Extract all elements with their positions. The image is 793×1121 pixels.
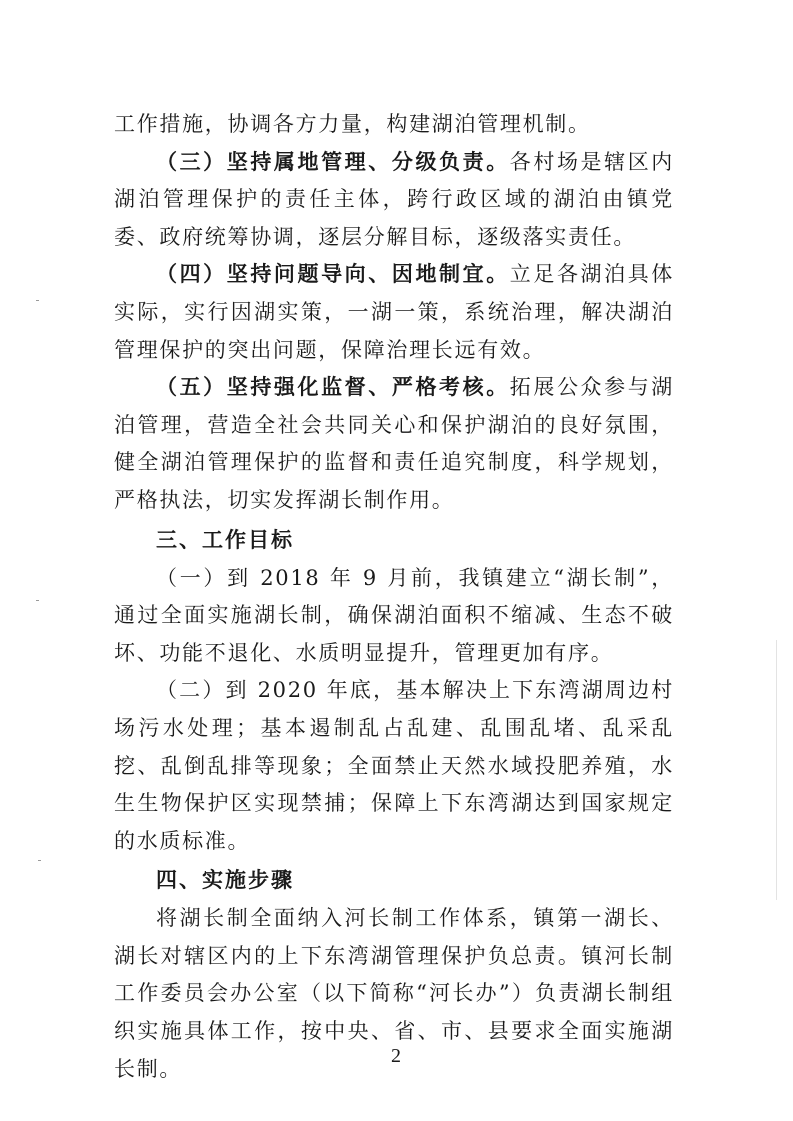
section-heading-goals: 三、工作目标 xyxy=(156,527,294,552)
scan-mark xyxy=(36,600,39,601)
page-number: 2 xyxy=(391,1045,401,1067)
paragraph-principle-4 xyxy=(114,256,674,369)
scan-edge-line xyxy=(776,640,777,900)
paragraph-goal-1: （一）到 2018 年 9 月前，我镇建立“湖长制”，通过全面实施湖长制，确保湖泊面积不缩减、生态不破坏、功能不退化、水质明显提升，管理更加有序。 xyxy=(114,565,674,665)
section-heading-steps: 四、实施步骤 xyxy=(156,868,294,893)
principle-heading: （五）坚持强化监督、严格考核。 xyxy=(156,375,510,400)
paragraph-text: 各村场是辖区内湖泊管理保护的责任主体，跨行政区域的湖泊由镇党委、政府统筹协调，逐层分解目标，逐级落实责任。 xyxy=(114,149,674,249)
paragraph-goal-2: （二）到 2020 年底，基本解决上下东湾湖周边村场污水处理；基本遏制乱占乱建、乱围乱堵、乱采乱挖、乱倒乱排等现象；全面禁止天然水域投肥养殖，水生生物保护区实现禁捕；保障上下东湾湖达到国家规定的水质标准。 xyxy=(114,678,674,853)
paragraph-text: 拓展公众参与湖泊管理，营造全社会共同关心和保护湖泊的良好氛围，健全湖泊管理保护的监督和责任追究制度，科学规划，严格执法，切实发挥湖长制作用。 xyxy=(114,375,674,512)
paragraph-text: 立足各湖泊具体实际，实行因湖实策，一湖一策，系统治理，解决湖泊管理保护的突出问题，保障治理长远有效。 xyxy=(114,262,674,362)
principle-heading: （四）坚持问题导向、因地制宜。 xyxy=(156,262,510,287)
document-body xyxy=(114,106,674,1088)
paragraph-principle-3 xyxy=(114,144,674,257)
paragraph-steps: 将湖长制全面纳入河长制工作体系，镇第一湖长、湖长对辖区内的上下东湾湖管理保护负总责。镇河长制工作委员会办公室（以下简称“河长办”）负责湖长制组织实施具体工作，按中央、省、市、县要求全面实施湖长制。 xyxy=(114,906,674,1081)
scan-mark xyxy=(38,860,41,861)
principle-heading: （三）坚持属地管理、分级负责。 xyxy=(156,149,510,174)
paragraph-text: 工作措施，协调各方力量，构建湖泊管理机制。 xyxy=(114,112,591,136)
paragraph-principle-5 xyxy=(114,369,674,519)
scan-mark xyxy=(36,300,39,301)
paragraph-continuation xyxy=(114,106,674,144)
